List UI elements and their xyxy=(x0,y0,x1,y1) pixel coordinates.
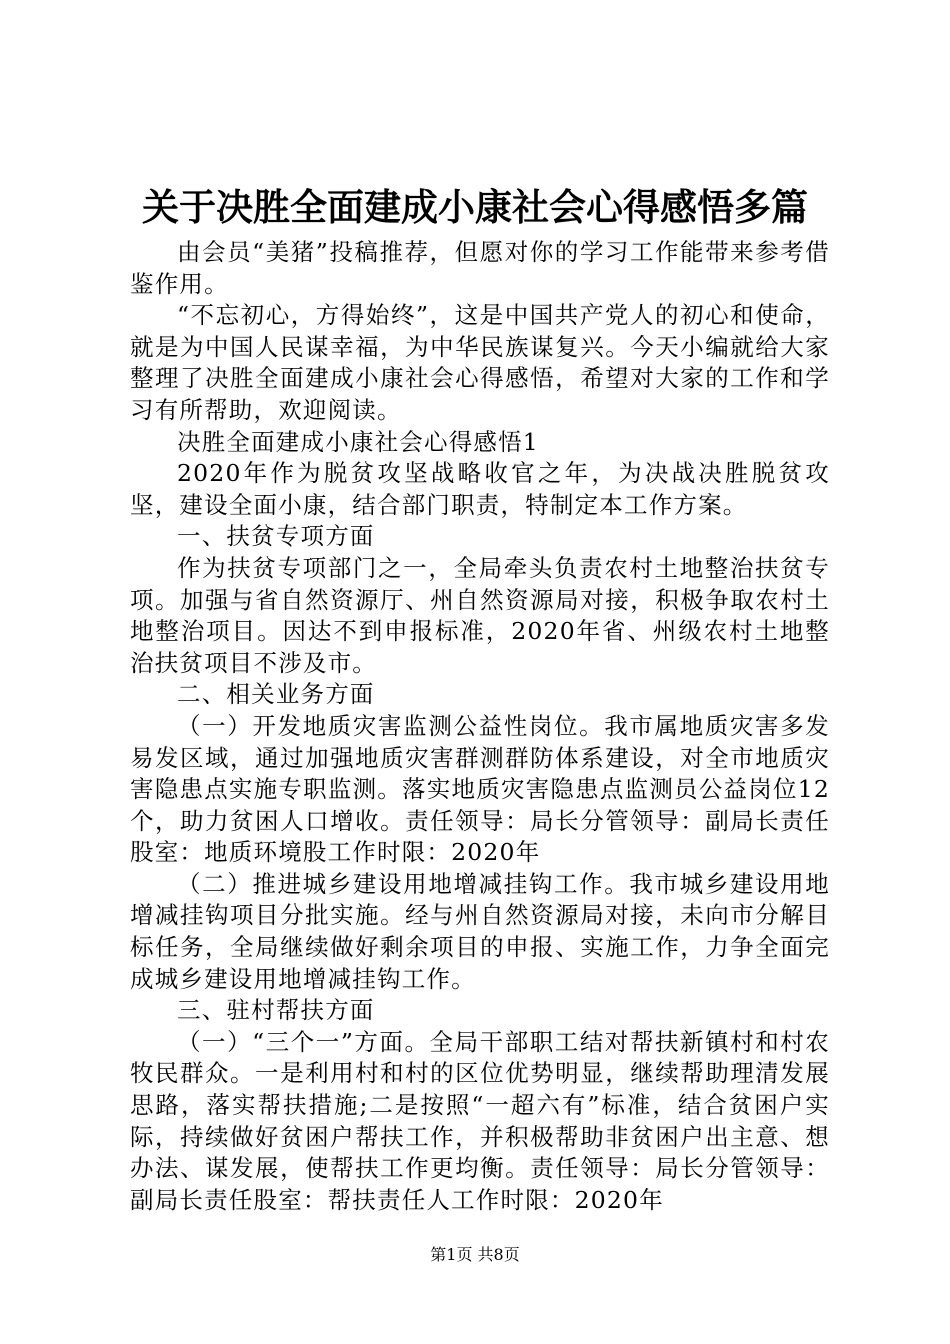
section-heading: 决胜全面建成小康社会心得感悟1 xyxy=(177,427,539,456)
document-body xyxy=(130,237,830,1216)
paragraph: 由会员“美猪”投稿推荐，但愿对你的学习工作能带来参考借鉴作用。 xyxy=(130,238,830,298)
paragraph: 2020年作为脱贫攻坚战略收官之年，为决战决胜脱贫攻坚，建设全面小康，结合部门职责，特制定本工作方案。 xyxy=(130,459,830,519)
document-title: 关于决胜全面建成小康社会心得感悟多篇 xyxy=(142,185,808,229)
paragraph: （二）推进城乡建设用地增减挂钩工作。我市城乡建设用地增减挂钩项目分批实施。经与州自然资源局对接，未向市分解目标任务，全局继续做好剩余项目的申报、实施工作，力争全面完成城乡建设用地增减挂钩工作。 xyxy=(130,869,830,993)
paragraph: 作为扶贫专项部门之一，全局牵头负责农村土地整治扶贫专项。加强与省自然资源厅、州自然资源局对接，积极争取农村土地整治项目。因达不到申报标准，2020年省、州级农村土地整治扶贫项目不涉及市。 xyxy=(130,553,830,677)
section-heading: 二、相关业务方面 xyxy=(177,680,375,709)
page-footer: 第1页 共8页 xyxy=(430,1245,520,1264)
section-heading: 三、驻村帮扶方面 xyxy=(177,996,375,1025)
section-heading: 一、扶贫专项方面 xyxy=(177,522,375,551)
paragraph: （一）“三个一”方面。全局干部职工结对帮扶新镇村和村农牧民群众。一是利用村和村的区位优势明显，继续帮助理清发展思路，落实帮扶措施;二是按照“一超六有”标准，结合贫困户实际，持续做好贫困户帮扶工作，并积极帮助非贫困户出主意、想办法、谋发展，使帮扶工作更均衡。责任领导：局长分管领导：副局长责任股室：帮扶责任人工作时限：2020年 xyxy=(130,1027,830,1214)
paragraph: “不忘初心，方得始终”，这是中国共产党人的初心和使命，就是为中国人民谋幸福，为中华民族谋复兴。今天小编就给大家整理了决胜全面建成小康社会心得感悟，希望对大家的工作和学习有所帮助，欢迎阅读。 xyxy=(130,301,830,424)
paragraph: （一）开发地质灾害监测公益性岗位。我市属地质灾害多发易发区域，通过加强地质灾害群测群防体系建设，对全市地质灾害隐患点实施专职监测。落实地质灾害隐患点监测员公益岗位12个，助力贫困人口增收。责任领导：局长分管领导：副局长责任股室：地质环境股工作时限：2020年 xyxy=(130,711,830,867)
